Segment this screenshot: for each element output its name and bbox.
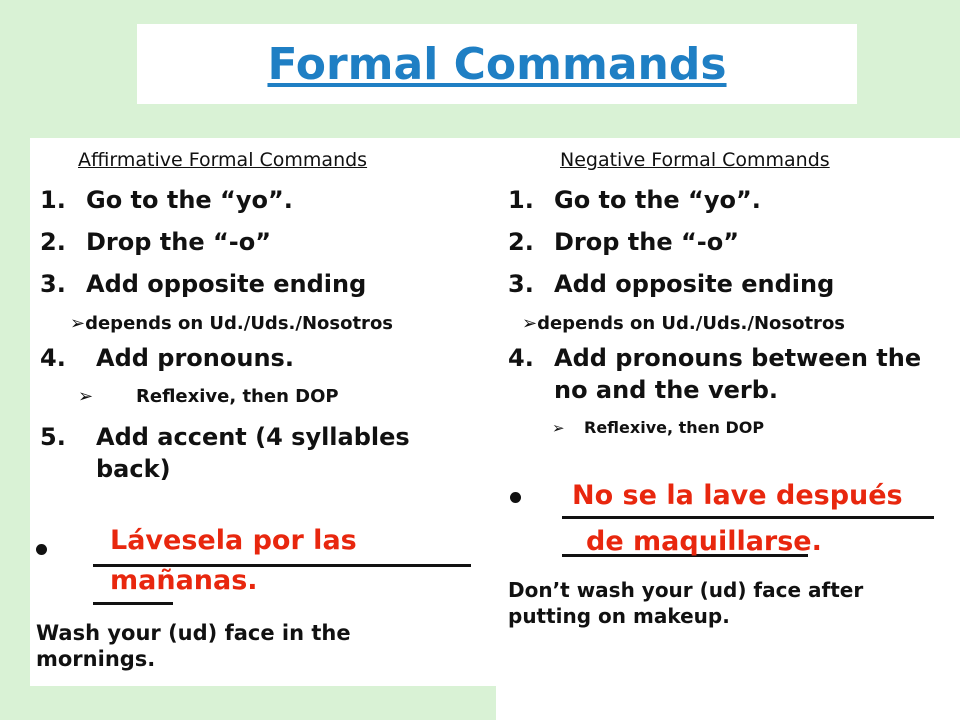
affirmative-translation-line-1: Wash your (ud) face in the — [36, 621, 351, 645]
affirmative-answer-line-1: Lávesela por las — [110, 525, 357, 556]
negative-translation-line-2: putting on makeup. — [508, 604, 730, 628]
answer-blank-line — [93, 602, 173, 605]
answer-bullet-icon — [510, 492, 521, 503]
answer-bullet-icon — [36, 544, 47, 555]
negative-step-1 — [508, 184, 761, 216]
step-text: Drop the “-o” — [86, 228, 271, 256]
step-number: 2. — [508, 228, 534, 256]
negative-translation-line-1: Don’t wash your (ud) face after — [508, 578, 864, 602]
negative-sub-ending — [522, 313, 845, 334]
affirmative-step-3 — [40, 268, 366, 300]
negative-answer-line-1: No se la lave después — [572, 480, 903, 511]
step-text: Go to the “yo”. — [86, 186, 293, 214]
sub-text: Reflexive, then DOP — [584, 418, 765, 437]
step-text: Add opposite ending — [86, 270, 367, 298]
page-title: Formal Commands — [267, 38, 727, 90]
affirmative-step-2 — [40, 226, 271, 258]
step-number: 4. — [508, 344, 534, 372]
negative-step-2 — [508, 226, 739, 258]
negative-step-4-cont: no and the verb. — [554, 376, 778, 404]
step-text: Add pronouns. — [96, 344, 294, 372]
affirmative-step-5-cont: back) — [96, 455, 171, 483]
negative-answer-line-2: de maquillarse. — [586, 526, 822, 557]
step-text: Add opposite ending — [554, 270, 835, 298]
sub-text: depends on Ud./Uds./Nosotros — [85, 313, 394, 334]
negative-sub-pronouns — [552, 417, 764, 438]
sub-text: Reflexive, then DOP — [136, 386, 339, 407]
step-text: Go to the “yo”. — [554, 186, 761, 214]
affirmative-step-1 — [40, 184, 293, 216]
negative-step-4 — [508, 342, 921, 374]
step-text: Add accent (4 syllables — [96, 423, 410, 451]
arrow-bullet-icon: ➢ — [552, 419, 565, 437]
affirmative-sub-ending — [70, 313, 393, 334]
affirmative-step-4 — [40, 342, 294, 374]
sub-text: depends on Ud./Uds./Nosotros — [537, 313, 846, 334]
answer-blank-line — [562, 516, 934, 519]
arrow-bullet-icon: ➢ — [78, 386, 94, 407]
affirmative-sub-pronouns — [78, 386, 339, 407]
step-number: 4. — [40, 344, 66, 372]
affirmative-answer-line-2: mañanas. — [110, 565, 258, 596]
step-number: 1. — [508, 186, 534, 214]
step-number: 3. — [40, 270, 66, 298]
arrow-bullet-icon: ➢ — [522, 313, 538, 334]
arrow-bullet-icon: ➢ — [70, 313, 86, 334]
step-text: Add pronouns between the — [554, 344, 922, 372]
step-text: Drop the “-o” — [554, 228, 739, 256]
affirmative-translation-line-2: mornings. — [36, 647, 156, 671]
negative-heading: Negative Formal Commands — [560, 149, 830, 171]
negative-step-3 — [508, 268, 834, 300]
step-number: 5. — [40, 423, 66, 451]
title-box — [137, 24, 857, 104]
step-number: 3. — [508, 270, 534, 298]
affirmative-heading: Affirmative Formal Commands — [78, 149, 368, 171]
step-number: 1. — [40, 186, 66, 214]
affirmative-step-5 — [40, 421, 410, 453]
step-number: 2. — [40, 228, 66, 256]
